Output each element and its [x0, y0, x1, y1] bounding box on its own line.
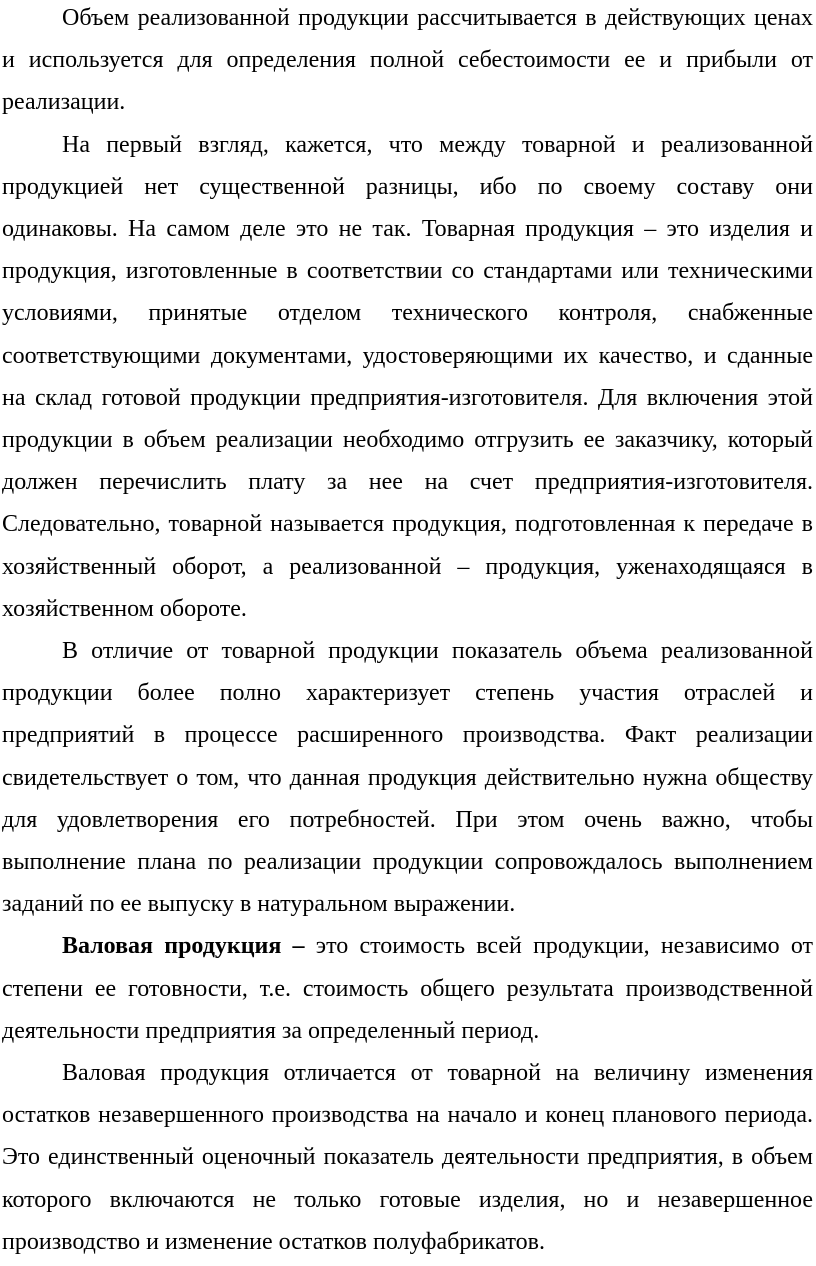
paragraph-text: Объем реализованной продукции рассчитывается в действующих ценах и используется для определения полной себестоимости ее и прибыли от реализации. — [2, 5, 813, 116]
paragraph-gross-output-difference — [2, 1052, 813, 1263]
paragraph-text: Валовая продукция отличается от товарной на величину изменения остатков незавершенного производства на начало и конец планового периода. Это единственный оценочный показатель деятельности предприятия, в объем которого включаются не только готовые изделия, но и незавершенное производство и изменение остатков полуфабрикатов. — [2, 1060, 813, 1255]
paragraph-text: это стоимость всей продукции, независимо от степени ее готовности, т.е. стоимость общего результата производственной деятельности предприятия за определенный период. — [2, 933, 814, 1044]
defined-term: Валовая продукция – — [62, 933, 305, 960]
paragraph-gross-output-definition — [2, 925, 813, 1052]
paragraph-text: На первый взгляд, кажется, что между товарной и реализованной продукцией нет существенной разницы, ибо по своему составу они одинаковы. На самом деле это не так. Товарная продукция – это изделия и продукция, изготовленные в соответствии со стандартами или техническими условиями, принятые отделом технического контроля, снабженные соответствующими документами, удостоверяющими их качество, и сданные на склад готовой продукции предприятия-изготовителя. Для включения этой продукции в объем реализации необходимо отгрузить ее заказчику, который должен перечислить плату за нее на счет предприятия-изготовителя. Следовательно, товарной называется продукция, подготовленная к передаче в хозяйственный оборот, а реализованной – продукция, уженаходящаяся в хозяйственном обороте. — [2, 131, 813, 622]
paragraph-sales-volume — [2, 0, 813, 124]
paragraph-sales-indicator — [2, 630, 813, 925]
paragraph-commodity-vs-sold — [2, 124, 813, 630]
paragraph-text: В отличие от товарной продукции показатель объема реализованной продукции более полно характеризует степень участия отраслей и предприятий в процессе расширенного производства. Факт реализации свидетельствует о том, что данная продукция действительно нужна обществу для удовлетворения его потребностей. При этом очень важно, чтобы выполнение плана по реализации продукции сопровождалось выполнением заданий по ее выпуску в натуральном выражении. — [2, 638, 813, 918]
